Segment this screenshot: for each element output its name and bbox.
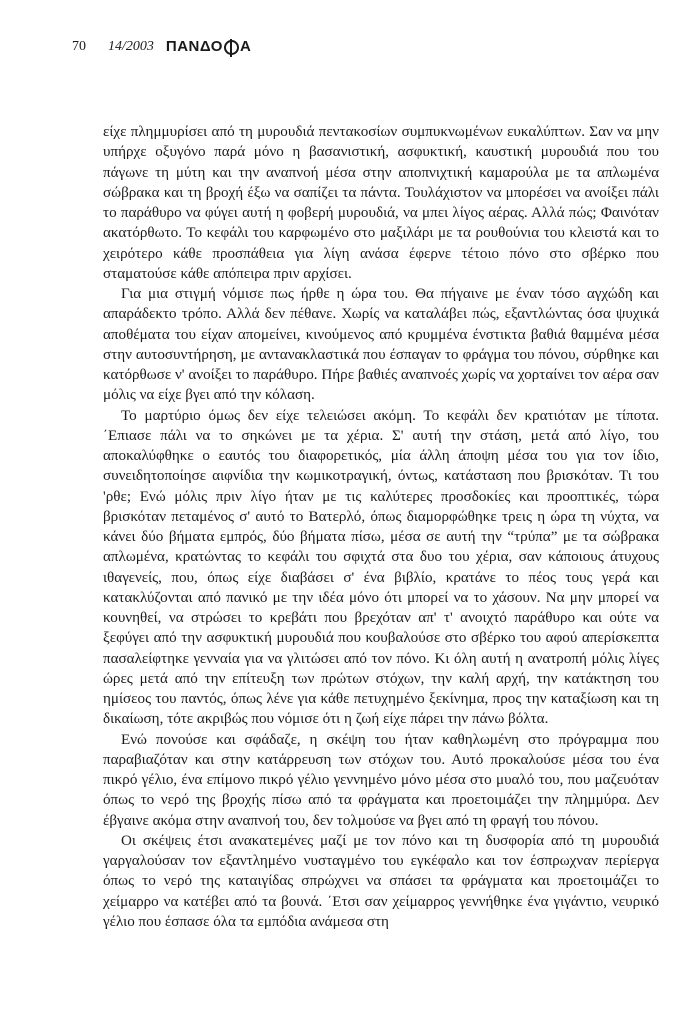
- paragraph: Οι σκέψεις έτσι ανακατεμένες μαζί με τον πόνο και τη δυσφορία από τη μυρουδιά γαργαλούσαν τον εξαντλημένο νυσταγμένο του εγκέφαλο και τον έσπρωχναν περίεργα όπως το νερό της καταιγίδας σπρώχνει να σπάσει τα φράγματα και προετοιμάζει το χείμαρρο να κατέβει από τα βουνά. ΄Ετσι σαν χείμαρρος γεννήθηκε ένα γιγάντιο, νευρικό γέλιο που έσπασε όλα τα εμπόδια ανάμεσα στη: [103, 832, 659, 930]
- magazine-title: [166, 38, 251, 56]
- phi-logo-icon: [224, 40, 239, 55]
- paragraph: Για μια στιγμή νόμισε πως ήρθε η ώρα του. Θα πήγαινε με έναν τόσο αγχώδη και απαράδεκτο τρόπο. Αλλά δεν πέθανε. Χωρίς να καταλάβει πώς, εξαντλώντας όσα ψυχικά αποθέματα του είχαν απομείνει, κινούμενος από κρυμμένα ένστικτα βαθιά θαμμένα μέσα στην αυτοσυντήρηση, με αντανακλαστικά που έσπαγαν το φράγμα του πόνου, σύρθηκε και κατόρθωσε ν' ανοίξει το παράθυρο. Πήρε βαθιές αναπνοές χωρίς να χορταίνει τον αέρα σαν μόλις να είχε βγει από την κόλαση.: [103, 286, 659, 404]
- magazine-title-prefix: ΠΑΝΔΟ: [165, 38, 223, 55]
- paragraph: Το μαρτύριο όμως δεν είχε τελειώσει ακόμη. Το κεφάλι δεν κρατιόταν με τίποτα. ΄Επιασε πάλι να το σηκώνει με τα χέρια. Σ' αυτή την στάση, μετά από λίγο, του αποκαλύφθηκε ο εαυτός του διαφορετικός, μία άλλη άποψη μέσα του για τον ίδιο, συνειδητοποίησε αιφνίδια την κωμικοτραγική, όντως, κατάσταση που βρισκόταν. Τι του 'ρθε; Ενώ μόλις πριν λίγο ήταν με τις καλύτερες προσδοκίες και προοπτικές, τώρα βρισκόταν πεταμένος σ' αυτό το Βατερλό, όπως διαμορφώθηκε τρεις η ώρα τη νύχτα, να κάνει δύο βήματα εμπρός, δύο βήματα πίσω, μέσα σε αυτή την “τρύπα” με τα σώβρακα απλωμένα, κρατώντας το κεφάλι του σφιχτά στα δυο του χέρια, σαν κάποιους άτυχους ιθαγενείς, που, όπως είχε διαβάσει σ' ένα βιβλίο, κρατάνε το πέος τους γερά και κατακλύζονται από πανικό με την ιδέα μόνο ότι μπορεί να το χάσουν. Να μην μπορεί να κουνηθεί, να στρώσει το κρεβάτι που βρεχόταν απ' τ' ανοιχτό παράθυρο και ούτε να ξεφύγει από την ασφυκτική μυρουδιά που κουβαλούσε στο σβέρκο του αφού απερίσκεπτα πασαλείφτηκε γενναία για να γλιτώσει από τον πόνο. Κι όλη αυτή η ανατροπή μόλις λίγες ώρες μετά από την επίτευξη των πρώτων στόχων, την καλή αρχή, την κατάκτηση του ημίσεος του παντός, όπως λένε για κάθε πετυχημένο ξεκίνημα, προς την καταξίωση και τη δικαίωση, τότε ακριβώς που νόμισε ότι η ζωή είχε πάρει την πάνω βόλτα.: [103, 407, 659, 728]
- magazine-title-suffix: Α: [239, 38, 252, 55]
- page-header: [72, 38, 251, 56]
- paragraph: είχε πλημμυρίσει από τη μυρουδιά πεντακοσίων συμπυκνωμένων ευκαλύπτων. Σαν να μην υπήρχε οξυγόνο παρά μόνο η βασανιστική, ασφυκτική, καυστική μυρουδιά που του πάγωνε τη μύτη και την αναπνοή μέσα στην αποπνιχτική καμαρούλα με τα απλωμένα σώβρακα και τη βροχή έξω να σαπίζει τα πάντα. Τουλάχιστον να μπορέσει να ανοίξει πάλι το παράθυρο να φύγει αυτή η φοβερή μυρουδιά, να μπει λίγος αέρας. Αλλά πώς; Φαινόταν ακατόρθωτο. Το κεφάλι του καρφωμένο στο μαξιλάρι με τα ρουθούνια του κλειστά και το χειρότερο κάθε προσπάθεια για λίγη ανάσα έφερνε τέτοιο πόνο στο σβέρκο που σταματούσε κάθε απόπειρα πριν αρχίσει.: [103, 124, 659, 282]
- issue-number: 14/2003: [108, 39, 154, 54]
- page-number: 70: [72, 39, 86, 54]
- article-body: [103, 122, 659, 932]
- paragraph: Ενώ πονούσε και σφάδαζε, η σκέψη του ήταν καθηλωμένη στο πρόγραμμα που παραβιαζόταν και στην κατάρρευση των στόχων του. Αυτό προκαλούσε μέσα του ένα πικρό γέλιο, ένα επίμονο πικρό γέλιο γεννημένο μόνο μέσα στο μυαλό του, που μαζευόταν όπως το νερό της βροχής πίσω από τα φράγματα και προετοιμάζει την πλημμύρα. Δεν έβγαινε ακόμα στην αναπνοή του, δεν τολμούσε να βγει από τη φραγή του πόνου.: [103, 731, 659, 829]
